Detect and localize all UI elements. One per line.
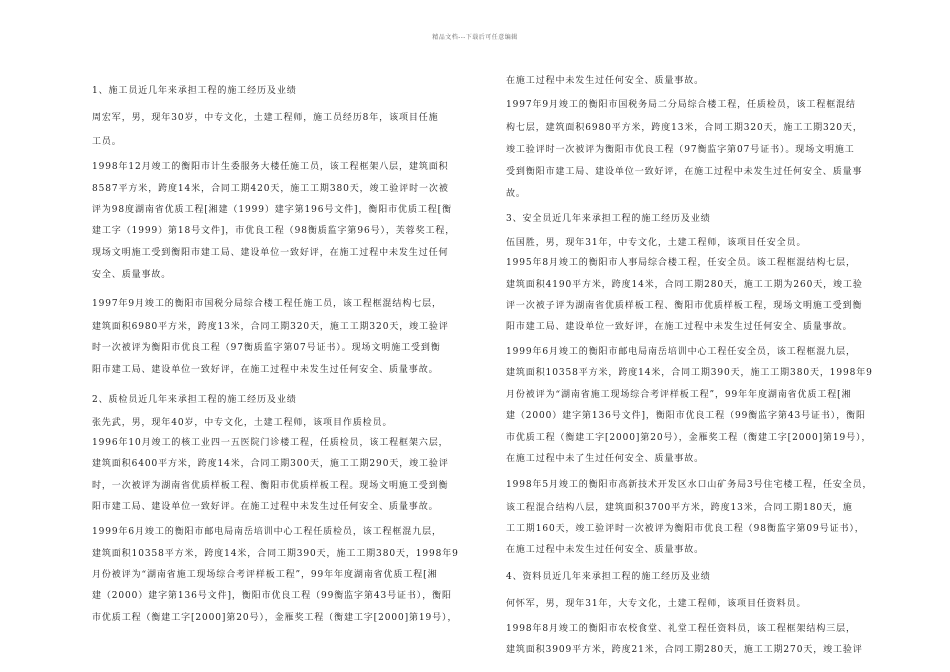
text-line: 伍国胜，男，现年31年，中专文化，土建工程师，该项目任安全员。: [506, 238, 807, 248]
text-line: 1999年6月竣工的衡阳市邮电局南岳培训中心工程任安全员，该工程框混九层，: [506, 347, 856, 357]
text-line: 1996年10月竣工的核工业四一五医院门诊楼工程，任质检员，该工程框架六层，: [92, 438, 449, 448]
text-line: 安全、质量事故。: [92, 270, 172, 280]
text-line: 1997年9月竣工的衡阳市国税务局二分局综合楼工程，任质检员，该工程框混结: [506, 100, 856, 110]
text-line: 1998年12月竣工的衡阳市计生委服务大楼任施工员，该工程框架八层，建筑面积: [92, 162, 449, 172]
text-line: 建筑面积4190平方米，跨度14米，合同工期280天，施工工期为260天，竣工验: [506, 280, 863, 290]
section-heading: 1、施工员近几年来承担工程的施工经历及业绩: [92, 86, 297, 96]
text-line: 阳市建工局、建设单位一致好评，在施工过程中未发生过任何安全、质量事故。: [92, 365, 439, 375]
text-line: 该工程混合结构八层，建筑面积3700平方米，跨度13米，合同工期180天，施: [506, 503, 853, 513]
text-line: 1998年8月竣工的衡阳市农校食堂、礼堂工程任资料员，该工程框架结构三层，: [506, 624, 856, 634]
text-line: 市优质工程（衡建工字[2000]第20号），金雁奖工程（衡建工字[2000]第19号），: [506, 433, 872, 443]
text-line: 受到衡阳市建工局、建设单位一致好评，在施工过程中未发生过任何安全、质量事: [506, 167, 863, 177]
text-line: 竣工验评时一次被评为衡阳市优良工程（97衡监字第07号证书）。现场文明施工: [506, 145, 855, 155]
text-line: 建筑面积6980平方米，跨度13米，合同工期320天，施工工期320天，竣工验评: [92, 322, 449, 332]
text-line: 月份被评为“湖南省施工现场综合考评样板工程”，99年年度湖南省优质工程[湘: [506, 390, 852, 400]
text-line: 建筑面积3909平方米，跨度21米，合同工期280天，施工工期270天，竣工验评: [506, 645, 863, 655]
page-header: 精品文档---下载后可任意编辑: [432, 34, 518, 41]
text-line: 时一次被评为衡阳市优良工程（97衡质监字第07号证书）。现场文明施工受到衡: [92, 343, 441, 353]
text-line: 工工期160天，竣工验评时一次被评为衡阳市优良工程（98衡监字第09号证书），: [506, 524, 865, 534]
text-line: 阳市建工局、建设单位一致好评。在施工过程中未发生过任何安全、质量事故。: [92, 502, 439, 512]
text-line: 市优质工程（衡建工字[2000]第20号），金雁奖工程（衡建工字[2000]第19号），: [92, 613, 458, 623]
text-line: 何怀军，男，现年31年，大专文化，土建工程师，该项目任资料员。: [506, 599, 807, 609]
text-line: 8587平方米，跨度14米，合同工期420天，施工工期380天，竣工验评时一次被: [92, 184, 449, 194]
section-heading: 3、安全员近几年来承担工程的施工经历及业绩: [506, 214, 711, 224]
text-line: 工员。: [92, 137, 122, 147]
text-line: 建筑面积10358平方米，跨度14米，合同工期390天，施工工期380天，1998年9: [506, 368, 873, 378]
text-line: 张先武，男，现年40岁，中专文化，土建工程师，该项目作质检员。: [92, 418, 393, 428]
text-line: 1998年5月竣工的衡阳市高新技术开发区水口山矿务局3号住宅楼工程，任安全员，: [506, 480, 873, 490]
text-line: 1999年6月竣工的衡阳市邮电局南岳培训中心工程任质检员，该工程框混九层，: [92, 527, 442, 537]
text-line: 建筑面积10358平方米，跨度14米，合同工期390天，施工工期380天，1998年9: [92, 549, 459, 559]
text-line: 现场文明施工受到衡阳市建工局、建设单位一致好评，在施工过程中未发生过任何: [92, 248, 449, 258]
text-line: 阳市建工局、建设单位一致好评，在施工过程中未发生过任何安全、质量事故。: [506, 322, 853, 332]
text-line: 建工字（1999）第18号文件]，市优良工程（98衡质监字第96号），芙蓉奖工程，: [92, 226, 456, 236]
text-line: 1997年9月竣工的衡阳市国税分局综合楼工程任施工员，该工程框混结构七层，: [92, 299, 442, 309]
section-heading: 4、资料员近几年来承担工程的施工经历及业绩: [506, 572, 711, 582]
text-line: 1995年8月竣工的衡阳市人事局综合楼工程，任安全员。该工程框混结构七层，: [506, 258, 856, 268]
text-line: 在施工过程中未发生过任何安全、质量事故。: [506, 545, 705, 555]
text-line: 评为98度湖南省优质工程[湘建（1999）建字第196号文件]，衡阳市优质工程[衡: [92, 205, 452, 215]
section-heading: 2、质检员近几年来承担工程的施工经历及业绩: [92, 395, 297, 405]
text-line: 周宏军，男，现年30岁，中专文化，土建工程师，施工员经历8年，该项目任施: [92, 113, 439, 123]
text-line: 在施工过程中未发生过任何安全、质量事故。: [506, 76, 705, 86]
text-line: 在施工过程中未了生过任何安全、质量事故。: [506, 454, 705, 464]
text-line: 月份被评为“湖南省施工现场综合考评样板工程”，99年年度湖南省优质工程[湘: [92, 570, 438, 580]
text-line: 建筑面积6400平方米，跨度14米，合同工期300天，施工工期290天，竣工验评: [92, 459, 449, 469]
text-line: 评一次被子评为湖南省优质样板工程、衡阳市优质样板工程，现场文明施工受到衡: [506, 301, 863, 311]
text-line: 故。: [506, 189, 526, 199]
text-line: 构七层，建筑面积6980平方米，跨度13米，合同工期320天，施工工期320天，: [506, 123, 863, 133]
text-line: 时，一次被评为湖南省优质样板工程、衡阳市优质样板工程。现场文明施工受到衡: [92, 481, 449, 491]
text-line: 建（2000）建字第136号文件]，衡阳市优良工程（99衡监字第43号证书），衡阳: [92, 591, 452, 601]
text-line: 建（2000）建字第136号文件]，衡阳市优良工程（99衡监字第43号证书），衡阳: [506, 411, 866, 421]
